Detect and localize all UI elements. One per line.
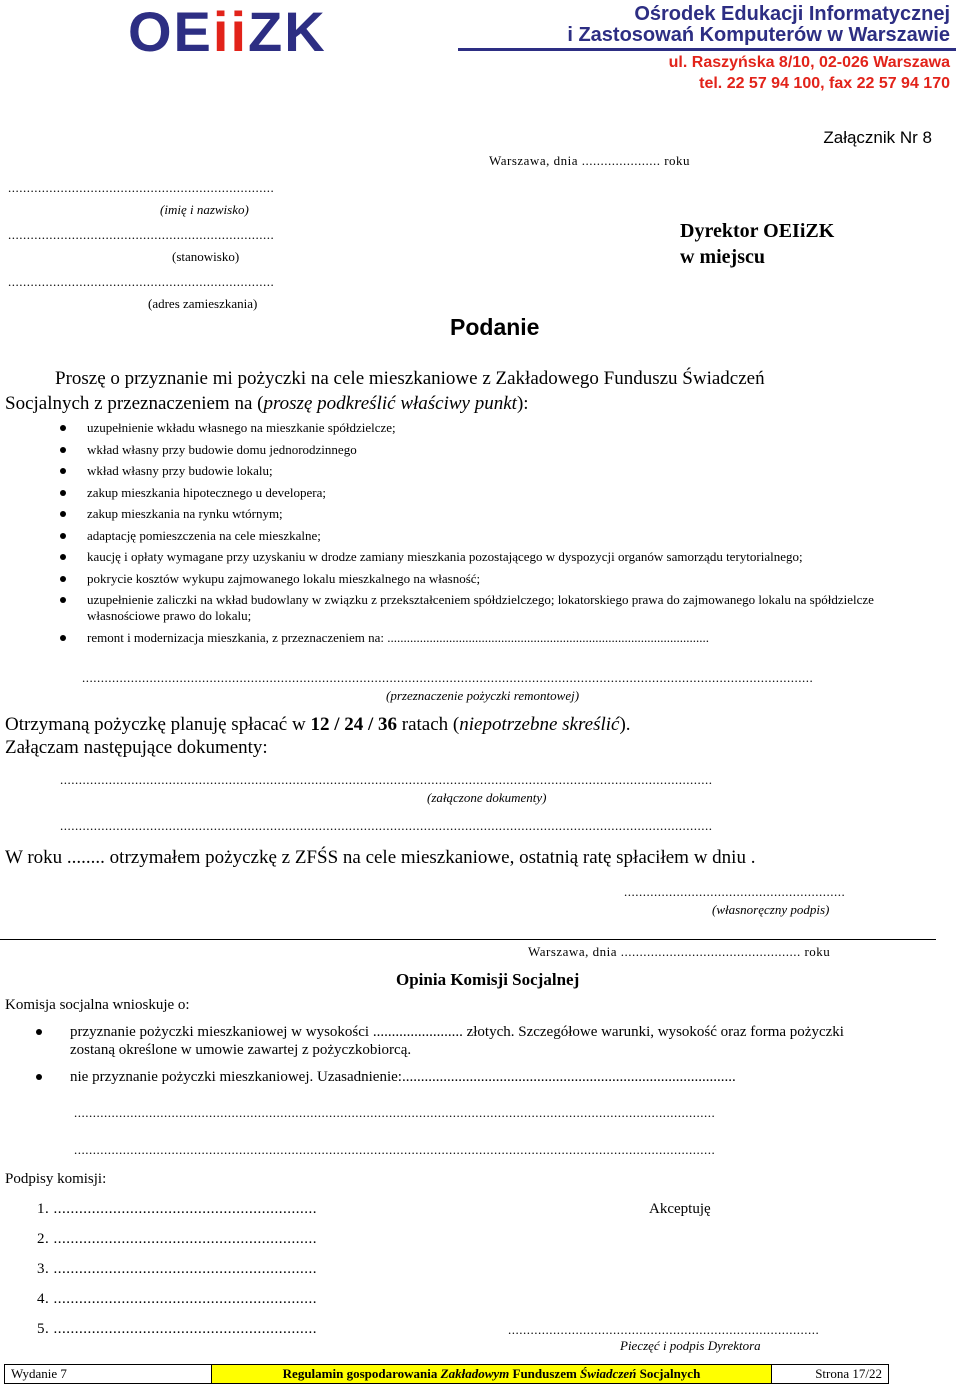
- repayment-installments: 12 / 24 / 36: [310, 714, 398, 735]
- request-line2-italic: proszę podkreślić właściwy punkt: [263, 393, 517, 414]
- recipient-line1: Dyrektor OEIiZK: [680, 220, 835, 242]
- signature-label: (własnoręczny podpis): [712, 902, 830, 917]
- logo-text-oe: OE: [128, 0, 213, 63]
- attachments-field-1[interactable]: ..............................................................................................................................................................................: [60, 772, 713, 787]
- attachments-field-2[interactable]: ..............................................................................................................................................................................: [60, 818, 713, 833]
- repayment-start: Otrzymaną pożyczkę planuję spłacać w: [5, 714, 311, 735]
- attachments-label: (załączone dokumenty): [427, 790, 547, 805]
- request-line2: [5, 393, 529, 415]
- request-line2-end: ):: [516, 393, 529, 414]
- applicant-address-field[interactable]: .......................................................................: [8, 274, 275, 289]
- repayment-italic: niepotrzebne skreślić: [459, 714, 620, 735]
- purpose-option[interactable]: zakup mieszkania na rynku wtórnym;: [60, 506, 910, 522]
- renovation-purpose-label: (przeznaczenie pożyczki remontowej): [386, 688, 580, 703]
- footer-edition: Wydanie 7: [5, 1365, 212, 1383]
- accept-label: Akceptuję: [649, 1201, 711, 1217]
- commission-grant-option[interactable]: [36, 1023, 926, 1059]
- deny-justification-field-2[interactable]: ...........................................................................................................................................................................: [74, 1142, 716, 1157]
- purpose-option[interactable]: adaptację pomieszczenia na cele mieszkalne;: [60, 528, 910, 544]
- footer-reg-part4: Świadczeń: [580, 1366, 637, 1381]
- purpose-option[interactable]: remont i modernizacja mieszkania, z przeznaczeniem na: ...................................................................................................: [60, 630, 910, 646]
- request-line1: Proszę o przyznanie mi pożyczki na cele mieszkaniowe z Zakładowego Funduszu Świadczeń: [55, 368, 765, 389]
- previous-loan-line: W roku ........ otrzymałem pożyczkę z ZFŚS na cele mieszkaniowe, ostatnią ratę spłaciłem w dniu .: [5, 847, 756, 868]
- applicant-position-field[interactable]: .......................................................................: [8, 227, 275, 242]
- org-address: ul. Raszyńska 8/10, 02-026 Warszawa: [668, 54, 950, 71]
- signature-field[interactable]: ...........................................................: [624, 884, 846, 899]
- footer-reg-part5: Socjalnych: [636, 1366, 701, 1381]
- commission-intro: Komisja socjalna wnioskuje o:: [5, 997, 190, 1013]
- footer-regulation: [212, 1365, 772, 1383]
- footer-reg-part2: Zakładowym: [440, 1366, 510, 1381]
- repayment-mid: ratach (: [397, 714, 460, 735]
- purpose-option[interactable]: wkład własny przy budowie lokalu;: [60, 463, 910, 479]
- commission-signature-3[interactable]: 3. ..............................................................: [37, 1261, 317, 1277]
- recipient-line2: w miejscu: [680, 246, 765, 268]
- deny-justification-field-1[interactable]: ...........................................................................................................................................................................: [74, 1105, 716, 1120]
- commission-signature-4[interactable]: 4. ..............................................................: [37, 1291, 317, 1307]
- org-name-line2: i Zastosowań Komputerów w Warszawie: [567, 24, 950, 46]
- org-name-line1: Ośrodek Edukacji Informatycznej: [634, 3, 950, 25]
- signatures-label: Podpisy komisji:: [5, 1171, 107, 1187]
- director-signature-label: Pieczęć i podpis Dyrektora: [620, 1338, 761, 1353]
- purpose-option[interactable]: kaucję i opłaty wymagane przy uzyskaniu w drodze zamiany mieszkania pozostającego w dyspozycji organów samorządu terytorialnego;: [60, 549, 910, 565]
- repayment-line: [5, 714, 631, 736]
- purpose-option[interactable]: wkład własny przy budowie domu jednorodzinnego: [60, 442, 910, 458]
- logo-text-zk: ZK: [248, 0, 327, 63]
- annex-number: Załącznik Nr 8: [823, 128, 932, 147]
- footer-reg-part3: Funduszem: [509, 1366, 581, 1381]
- purpose-option[interactable]: pokrycie kosztów wykupu zajmowanego lokalu mieszkalnego na własność;: [60, 571, 910, 587]
- date-line: Warszawa, dnia ..................... roku: [489, 153, 691, 168]
- commission-grant-line1: przyznanie pożyczki mieszkaniowej w wysokości ........................ złotych. Szczegółowe warunki, wysokość oraz forma pożyczki: [70, 1024, 844, 1040]
- org-phone: tel. 22 57 94 100, fax 22 57 94 170: [699, 75, 950, 92]
- repayment-end: ).: [619, 714, 631, 735]
- commission-deny-option[interactable]: nie przyznanie pożyczki mieszkaniowej. Uzasadnienie:.........................................................................................: [36, 1068, 926, 1086]
- request-line2-start: Socjalnych z przeznaczeniem na (: [5, 393, 264, 414]
- oeiizk-logo: [128, 0, 327, 63]
- purpose-options-list: [60, 420, 910, 651]
- commission-options: [36, 1023, 926, 1059]
- logo-text-ii: ii: [212, 0, 249, 63]
- page-footer: [4, 1364, 889, 1384]
- header-rule: [458, 48, 956, 51]
- page-title: Podanie: [450, 314, 540, 340]
- applicant-position-label: (stanowisko): [172, 249, 240, 264]
- renovation-purpose-field[interactable]: ...................................................................................................................................................................................................: [82, 670, 814, 685]
- commission-signature-5[interactable]: 5. ..............................................................: [37, 1321, 317, 1337]
- section-divider: [0, 939, 936, 940]
- footer-page-number: Strona 17/22: [815, 1366, 882, 1381]
- commission-signature-1[interactable]: 1. ..............................................................: [37, 1201, 317, 1217]
- purpose-option[interactable]: uzupełnienie zaliczki na wkład budowlany w związku z przekształceniem spółdzielczego; lokatorskiego prawa do zajmowanego lokalu na spółdzielcze własnościowe prawo do lokalu;: [60, 592, 910, 624]
- purpose-option[interactable]: zakup mieszkania hipotecznego u developera;: [60, 485, 910, 501]
- commission-signature-2[interactable]: 2. ..............................................................: [37, 1231, 317, 1247]
- applicant-name-label: (imię i nazwisko): [160, 202, 249, 217]
- commission-date-line: Warszawa, dnia ................................................ roku: [528, 944, 831, 959]
- director-signature-field[interactable]: ...................................................................................: [508, 1322, 820, 1337]
- applicant-name-field[interactable]: .......................................................................: [8, 180, 275, 195]
- footer-reg-part1: Regulamin gospodarowania: [282, 1366, 441, 1381]
- commission-grant-line2: zostaną określone w umowie zawartej z pożyczkobiorcą.: [70, 1042, 412, 1058]
- attachments-heading: Załączam następujące dokumenty:: [5, 737, 268, 758]
- applicant-address-label: (adres zamieszkania): [148, 296, 258, 311]
- commission-options-2: [36, 1068, 926, 1086]
- purpose-option[interactable]: uzupełnienie wkładu własnego na mieszkanie spółdzielcze;: [60, 420, 910, 436]
- commission-title: Opinia Komisji Socjalnej: [396, 970, 580, 989]
